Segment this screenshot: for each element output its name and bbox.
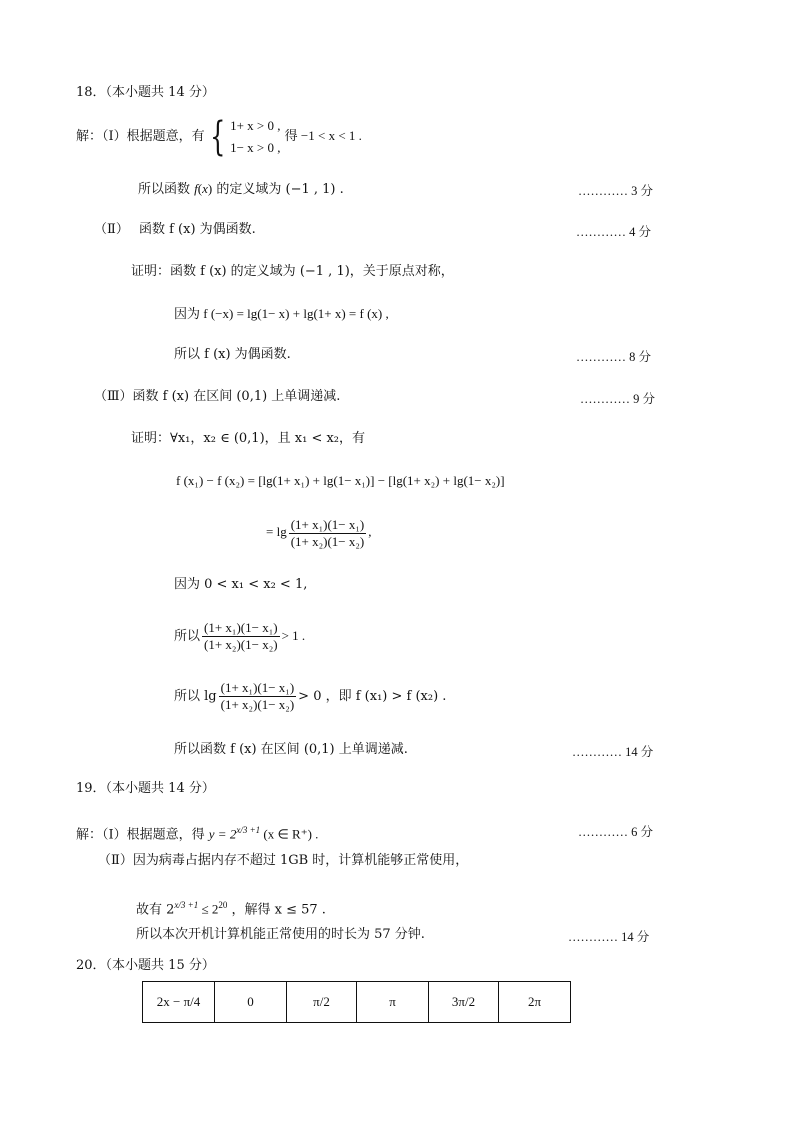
score-14: ………… 14 分 [568, 930, 650, 944]
so2-suffix: > 0 ，即 f (x₁) > f (x₂) . [298, 689, 447, 704]
q19-answer: 所以本次开机计算机能正常使用的时长为 57 分钟. [136, 927, 425, 942]
proof2-line1: 证明：函数 f (x) 的定义域为 (−1 , 1)，关于原点对称， [131, 264, 454, 279]
table-cell: 2π [499, 982, 571, 1023]
fraction-3 [219, 680, 297, 713]
q19-exponent: x/3 +1 [236, 825, 261, 835]
q19-inequality [136, 896, 326, 919]
table-cell: 3π/2 [429, 982, 499, 1023]
score-9: ………… 9 分 [580, 392, 656, 406]
score-14a: ………… 14 分 [572, 745, 654, 759]
so1-suffix: > 1 . [281, 628, 306, 643]
table-cell: 0 [215, 982, 287, 1023]
proof2-line3: 所以 f (x) 为偶函数. [174, 347, 291, 362]
because-line: 因为 0 < x₁ < x₂ < 1, [174, 577, 308, 592]
table-cell: π/2 [287, 982, 357, 1023]
table-cell: 2x − π/4 [143, 982, 215, 1023]
q18-header: 18．（本小题共 14 分） [76, 85, 215, 100]
proof3-eq1: f (x₁) − f (x₂) = [lg(1+ x₁) + lg(1− x₁)] − [lg(1+ x₂) + lg(1− x₂)] [176, 473, 505, 488]
eq2-suffix: , [368, 524, 372, 539]
score-4: ………… 4 分 [576, 225, 652, 239]
sys-line2: 1− x > 0 , [230, 139, 281, 155]
q19-part2: （Ⅱ）因为病毒占据内存不超过 1GB 时，计算机能够正常使用， [98, 853, 469, 868]
table-cell: π [357, 982, 429, 1023]
q20-header: 20．（本小题共 15 分） [76, 958, 215, 973]
proof3-line1: 证明：∀x₁，x₂ ∈ (0,1)，且 x₁ < x₂，有 [131, 431, 366, 446]
proof3-eq2 [266, 512, 372, 552]
q18-conclusion: 所以函数 f (x) 在区间 (0,1) 上单调递减. [174, 742, 408, 757]
fx-symbol: f [194, 181, 198, 196]
q19-part1 [76, 821, 318, 844]
fraction-2 [202, 620, 280, 653]
domain-text-b: 的定义域为 (−1 , 1) . [212, 182, 344, 197]
score-3: ………… 3 分 [578, 184, 654, 198]
fraction-1 [289, 517, 367, 550]
frac-numerator: (1+ x₁)(1− x₁) [290, 516, 365, 532]
so2-line [174, 677, 446, 717]
q18-part1-prefix: 解：（Ⅰ）根据题意，有 [76, 129, 205, 144]
q19-part1-prefix: 解：（Ⅰ）根据题意，得 [76, 827, 209, 843]
ineq-prefix: 故有 2 [136, 902, 175, 918]
brace-symbol: { [209, 113, 226, 160]
score-6: ………… 6 分 [578, 825, 654, 839]
part2-text: 函数 f (x) 为偶函数. [138, 222, 256, 237]
table-row [143, 982, 571, 1023]
frac-numerator: (1+ x₁)(1− x₁) [220, 680, 295, 695]
q18-part1-result: 得 −1 < x < 1 . [284, 128, 362, 143]
q18-part1 [76, 112, 362, 161]
ineq-tail: ，解得 x ≤ 57 . [227, 902, 326, 918]
domain-text-a: 所以函数 [138, 182, 195, 197]
q19-tail: (x ∈ R⁺) . [260, 826, 319, 842]
frac-denominator: (1+ x₂)(1− x₂) [290, 533, 365, 549]
sys-line1: 1+ x > 0 , [230, 117, 281, 133]
ineq-exp: x/3 +1 [174, 900, 199, 910]
so1-prefix: 所以 [174, 629, 201, 644]
so1-line [174, 616, 305, 657]
q18-domain-line: 所以函数 f(x) 的定义域为 (−1 , 1) . [138, 181, 344, 197]
q18-part2 [94, 221, 256, 239]
q19-header: 19．（本小题共 14 分） [76, 781, 215, 796]
so2-prefix: 所以 lg [174, 689, 217, 704]
proof2-line2: 因为 f (−x) = lg(1− x) + lg(1+ x) = f (x) , [174, 306, 389, 321]
score-8: ………… 8 分 [576, 350, 652, 364]
part2-label: （Ⅱ） [94, 222, 129, 237]
q20-table [142, 981, 571, 1023]
frac-numerator: (1+ x₁)(1− x₁) [204, 620, 278, 635]
inequality-system [230, 115, 280, 159]
frac-denominator: (1+ x₂)(1− x₂) [220, 697, 295, 712]
ineq-mid: ≤ 2 [198, 901, 219, 917]
eq2-prefix: = lg [266, 524, 287, 539]
ineq-exp2: 20 [218, 900, 228, 910]
frac-denominator: (1+ x₂)(1− x₂) [204, 637, 278, 652]
part3-text: （Ⅲ）函数 f (x) 在区间 (0,1) 上单调递减. [94, 389, 341, 404]
q19-y: y = 2 [208, 826, 237, 842]
